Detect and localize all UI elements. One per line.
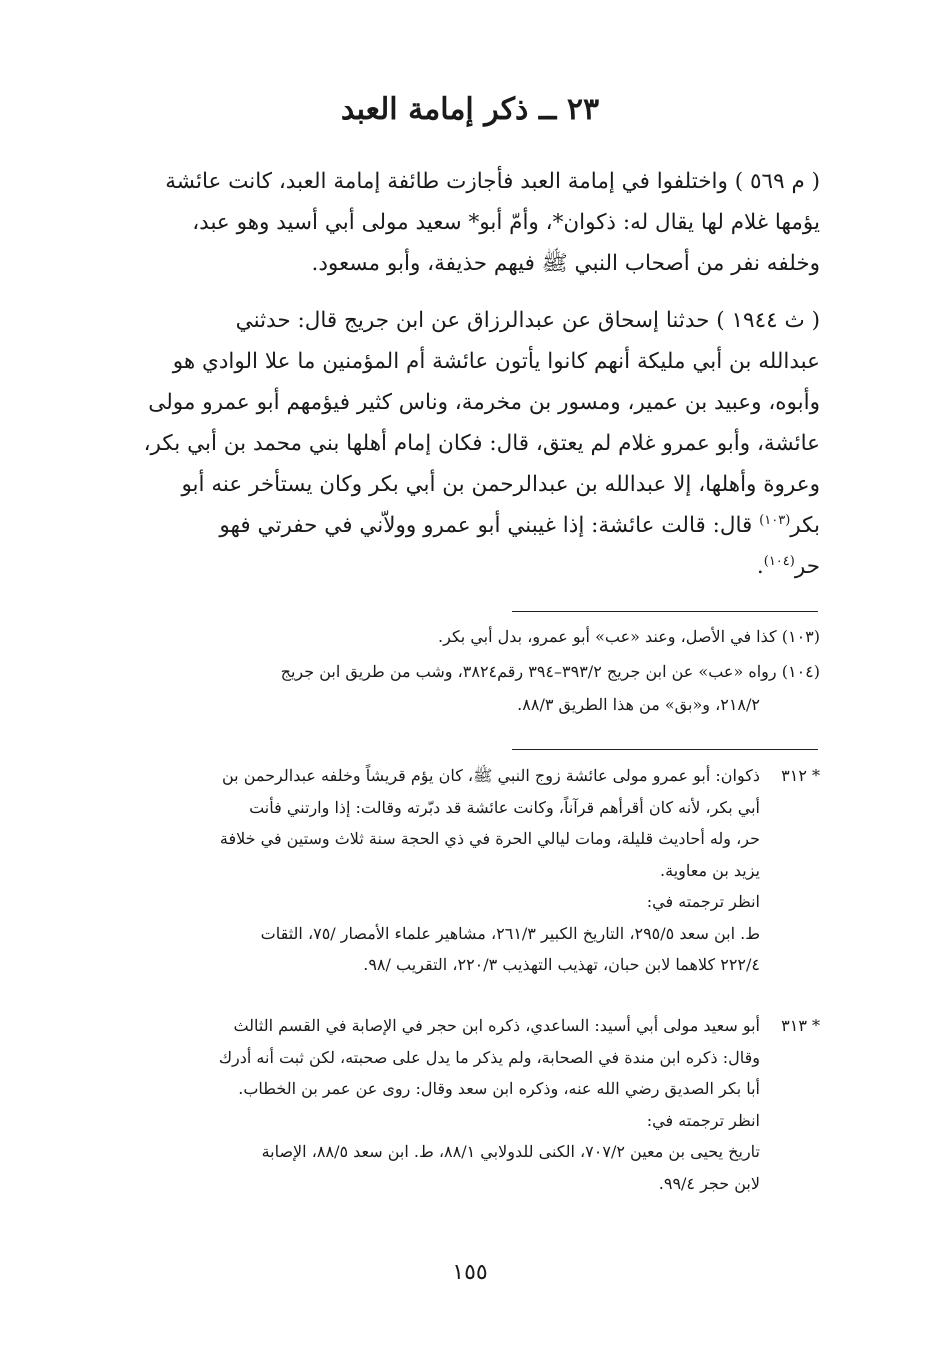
footnote-line: (١٠٤) رواه «عب» عن ابن جريج ٣٩٣/٢–٣٩٤ رقم٣٨٢٤، وشب من طريق ابن جريج: [280, 662, 820, 681]
page-number: ١٥٥: [452, 1260, 488, 1285]
biography-line: وقال: ذكره ابن مندة في الصحابة، ولم يذكر ما يدل على صحبته، لكن ثبت أنه أدرك: [218, 1047, 760, 1067]
text-run: ذكوان: أبو عمرو مولى عائشة زوج النبي ﷺ، كان يؤم قريشاً وخلفه عبدالرحمن بن: [222, 766, 760, 785]
text-run: بكر: [790, 513, 820, 538]
biography-line: انظر ترجمته في:: [646, 1110, 760, 1130]
biography-line: [118, 760, 820, 792]
biography-line: يزيد بن معاوية.: [660, 860, 760, 880]
text-line: عبدالله بن أبي مليكة أنهم كانوا يأتون عائشة أم المؤمنين ما علا الوادي هو: [172, 349, 820, 374]
footnote-ref-104: (١٠٤): [763, 553, 795, 569]
text-run: حر: [794, 554, 820, 579]
chapter-heading: ٢٣ ــ ذكر إمامة العبد: [340, 92, 600, 127]
paragraph-masala-569: [118, 161, 820, 284]
biography-line: ٢٢٢/٤ كلاهما لابن حبان، تهذيب التهذيب ٢٢٠/٣، التقريب /٩٨.: [363, 955, 760, 974]
biography-line: لابن حجر ٩٩/٤.: [658, 1173, 760, 1193]
footnote-ref-103: (١٠٣): [759, 512, 791, 528]
text-run: .: [756, 554, 764, 579]
footnote-divider: [512, 611, 818, 612]
text-line: [118, 505, 820, 546]
biography-divider: [512, 749, 818, 750]
footnote-104: [118, 655, 820, 721]
text-run: قال: قالت عائشة: إذا غيبني أبو عمرو وولاّني في حفرتي فهو: [219, 513, 760, 538]
text-line: عائشة، وأبو عمرو غلام لم يعتق، قال: فكان إمام أهلها بني محمد بن أبي بكر،: [143, 431, 820, 456]
text-line: وأبوه، وعبيد بن عمير، ومسور بن مخرمة، وناس كثير فيؤمهم أبو عمرو مولى: [148, 390, 820, 415]
text-line: [118, 546, 820, 587]
biography-number: * ٣١٢: [781, 766, 820, 785]
biography-line: حر، وله أحاديث قليلة، ومات ليالي الحرة في ذي الحجة سنة ثلاث وستين في خلافة: [219, 829, 760, 848]
text-run: أبو سعيد مولى أبي أسيد: الساعدي، ذكره ابن حجر في الإصابة في القسم الثالث: [233, 1016, 760, 1035]
text-line: ( م ٥٦٩ ) واختلفوا في إمامة العبد فأجازت طائفة إمامة العبد، كانت عائشة: [165, 169, 820, 194]
biography-line: ط. ابن سعد ٢٩٥/٥، التاريخ الكبير ٢٦١/٣، مشاهير علماء الأمصار /٧٥، الثقات: [260, 923, 760, 943]
footnote-line: ٢١٨/٢، و«بق» من هذا الطريق ٨٨/٣.: [517, 695, 760, 714]
text-line: ( ث ١٩٤٤ ) حدثنا إسحاق عن عبدالرزاق عن ابن جريج قال: حدثني: [235, 308, 820, 333]
footnote-103: [118, 620, 820, 653]
text-line: وخلفه نفر من أصحاب النبي ﷺ فيهم حذيفة، وأبو مسعود.: [311, 251, 820, 276]
text-line: يؤمها غلام لها يقال له: ذكوان*، وأمّ أبو* سعيد مولى أبي أسيد وهو عبد،: [192, 210, 820, 235]
biography-line: تاريخ يحيى بن معين ٧٠٧/٢، الكنى للدولابي ٨٨/١، ط. ابن سعد ٨٨/٥، الإصابة: [261, 1142, 760, 1161]
text-line: وعروة وأهلها، إلا عبدالله بن عبدالرحمن بن أبي بكر وكان يستأخر عنه أبو: [181, 472, 820, 497]
biography-line: [118, 1010, 820, 1042]
biography-line: أبا بكر الصديق رضي الله عنه، وذكره ابن سعد وقال: روى عن عمر بن الخطاب.: [238, 1079, 760, 1098]
biography-line: انظر ترجمته في:: [646, 892, 760, 911]
footnote-line: (١٠٣) كذا في الأصل، وعند «عب» أبو عمرو، بدل أبي بكر.: [438, 627, 820, 646]
paragraph-hadith-1944: [118, 300, 820, 587]
biography-312: [118, 760, 820, 981]
biography-number: * ٣١٣: [781, 1016, 820, 1035]
biography-line: أبي بكر، لأنه كان أقرأهم قرآناً، وكانت عائشة قد دبّرته وقالت: إذا وارتني فأنت: [249, 797, 760, 817]
biography-313: [118, 1010, 820, 1199]
